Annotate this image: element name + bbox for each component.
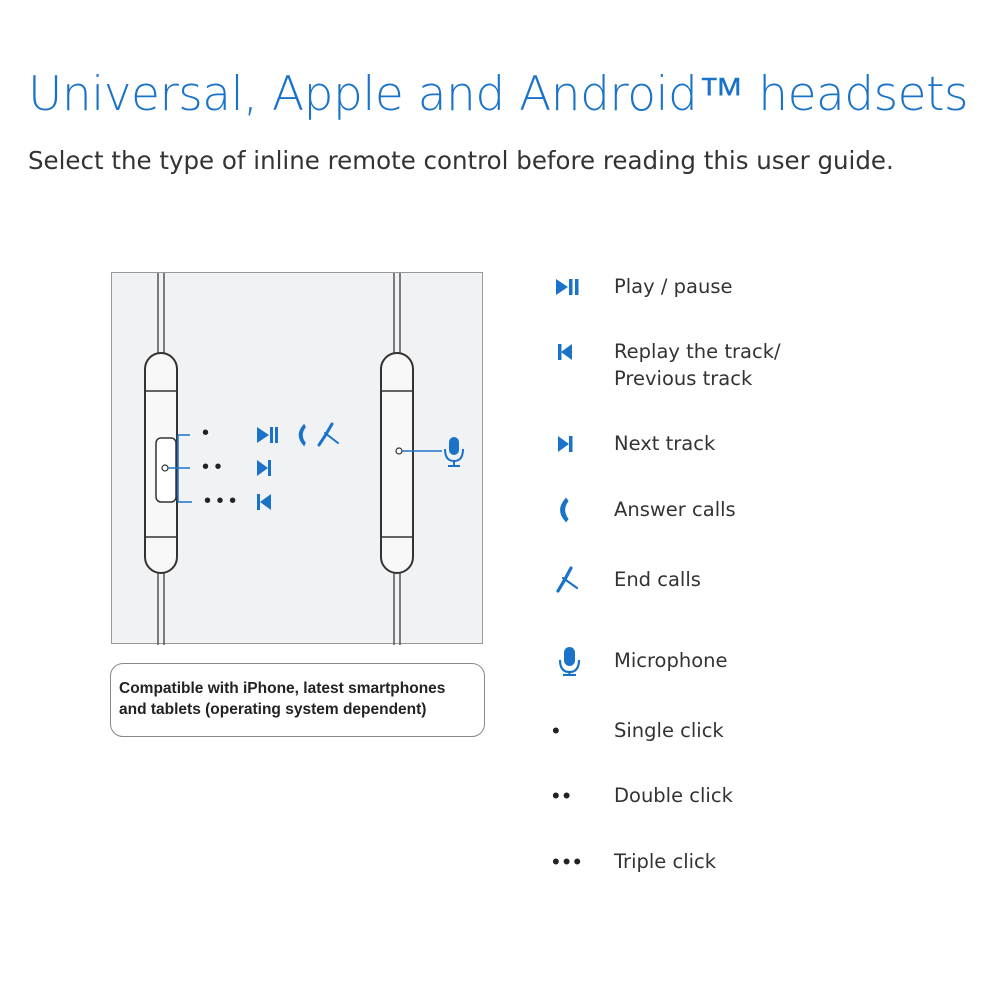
triple-click-dots: • • • <box>204 490 237 512</box>
page-title: Universal, Apple and Android™ headsets <box>28 67 968 122</box>
legend-label: Microphone <box>614 649 728 672</box>
legend-label: Double click <box>614 784 733 807</box>
double-dot-icon: •• <box>552 783 574 808</box>
legend-label: Triple click <box>614 850 717 873</box>
legend-label: End calls <box>614 568 701 591</box>
legend-label-line-1: Replay the track/ <box>614 340 781 363</box>
end-call-icon <box>552 566 586 594</box>
single-dot-icon: • <box>552 718 563 743</box>
triple-dot-icon: ••• <box>552 849 585 874</box>
compat-line-2: and tablets (operating system dependent) <box>119 701 427 718</box>
double-click-dots: • • <box>202 456 222 478</box>
page-subtitle: Select the type of inline remote control before reading this user guide. <box>28 146 894 175</box>
legend-label: Answer calls <box>614 498 736 521</box>
legend-label: Single click <box>614 719 724 742</box>
single-click-dots: • <box>202 422 210 444</box>
previous-track-icon <box>552 342 586 362</box>
legend-label-line-2: Previous track <box>614 367 753 390</box>
microphone-icon <box>552 646 586 676</box>
compat-line-1: Compatible with iPhone, latest smartphones <box>119 680 446 697</box>
play-pause-icon <box>552 277 586 297</box>
legend-label: Play / pause <box>614 275 733 298</box>
legend-label: Next track <box>614 432 716 455</box>
answer-call-icon <box>552 497 586 523</box>
next-track-icon <box>552 434 586 454</box>
